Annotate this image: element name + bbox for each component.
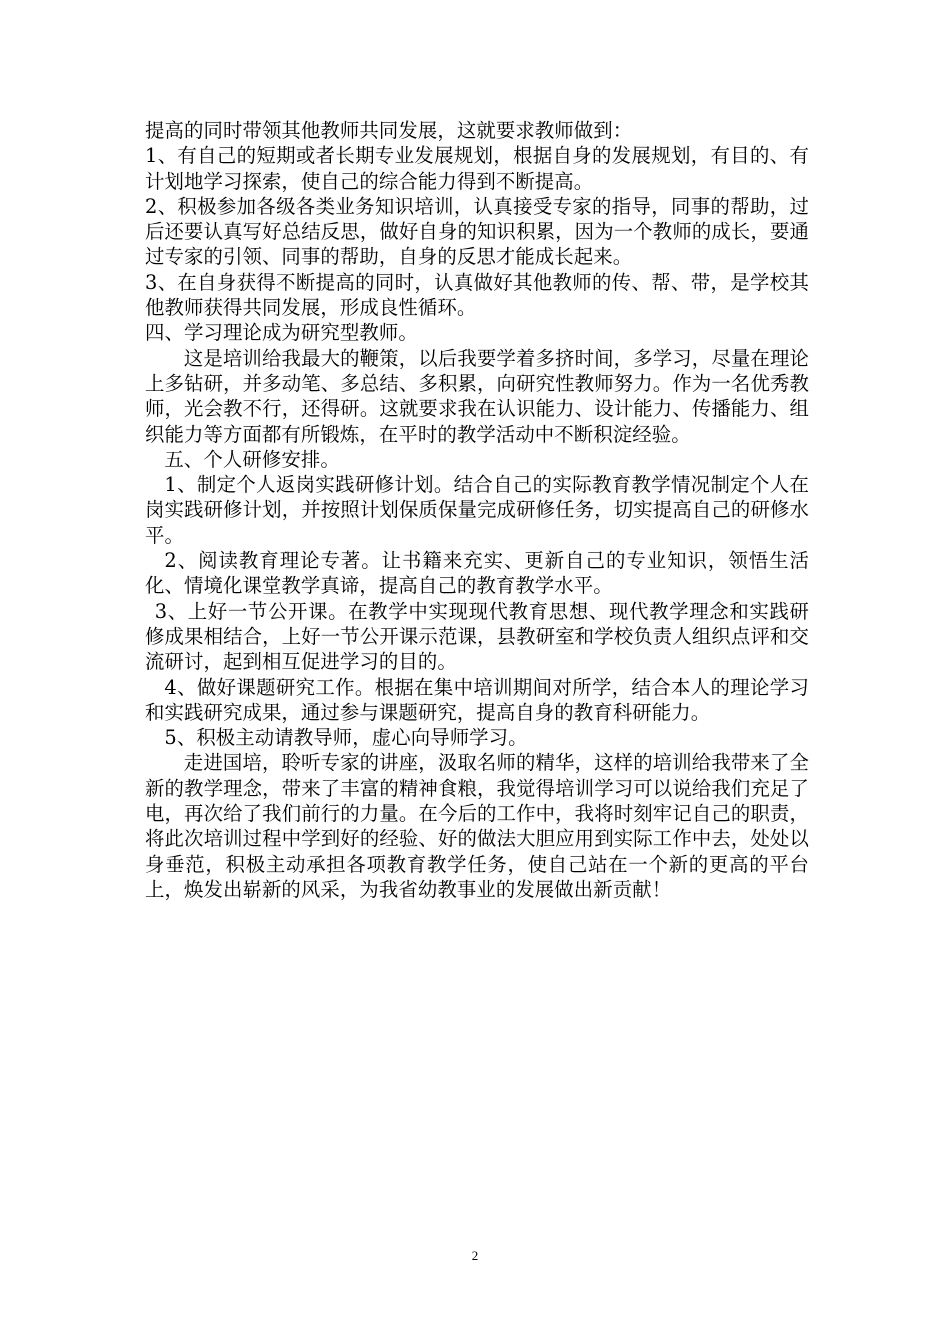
paragraph-plan-4: 4、做好课题研究工作。根据在集中培训期间对所学，结合本人的理论学习和实践研究成果，通过参与课题研究，提高自身的教育科研能力。	[145, 675, 809, 724]
document-body	[145, 118, 809, 902]
section-heading-5: 五、个人研修安排。	[164, 447, 340, 471]
page-number: 2	[471, 1248, 479, 1263]
paragraph-section-4-body: 这是培训给我最大的鞭策，以后我要学着多挤时间，多学习，尽量在理论上多钻研，并多动笔、多总结、多积累，向研究性教师努力。作为一名优秀教师，光会教不行，还得研。这就要求我在认识能力、设计能力、传播能力、组织能力等方面都有所锻炼，在平时的教学活动中不断积淀经验。	[145, 346, 809, 446]
paragraph-plan-1: 1、制定个人返岗实践研修计划。结合自己的实际教育教学情况制定个人在岗实践研修计划，并按照计划保质保量完成研修任务，切实提高自己的研修水平。	[145, 473, 809, 547]
paragraph-item-3: 3、在自身获得不断提高的同时，认真做好其他教师的传、帮、带，是学校其他教师获得共同发展，形成良性循环。	[145, 270, 809, 320]
paragraph-item-2: 2、积极参加各级各类业务知识培训，认真接受专家的指导，同事的帮助，过后还要认真写好总结反思，做好自身的知识积累，因为一个教师的成长，要通过专家的引领、同事的帮助，自身的反思才能成长起来。	[145, 194, 809, 269]
paragraph-item-1: 1、有自己的短期或者长期专业发展规划，根据自身的发展规划，有目的、有计划地学习探索，使自己的综合能力得到不断提高。	[145, 144, 809, 193]
paragraph-plan-3: 3、上好一节公开课。在教学中实现现代教育思想、现代教学理念和实践研修成果相结合，上好一节公开课示范课，县教研室和学校负责人组织点评和交流研讨，起到相互促进学习的目的。	[145, 599, 809, 674]
paragraph-intro: 提高的同时带领其他教师共同发展，这就要求教师做到：	[145, 119, 633, 142]
paragraph-plan-2: 2、阅读教育理论专著。让书籍来充实、更新自己的专业知识，领悟生活化、情境化课堂教学真谛，提高自己的教育教学水平。	[145, 549, 809, 598]
paragraph-plan-5: 5、积极主动请教导师，虚心向导师学习。	[164, 726, 528, 750]
paragraph-conclusion: 走进国培，聆听专家的讲座，汲取名师的精华，这样的培训给我带来了全新的教学理念，带来了丰富的精神食粮，我觉得培训学习可以说给我们充足了电，再次给了我们前行的力量。在今后的工作中，我将时刻牢记自己的职责，将此次培训过程中学到好的经验、好的做法大胆应用到实际工作中去，处处以身垂范，积极主动承担各项教育教学任务，使自己站在一个新的更高的平台上，焕发出崭新的风采，为我省幼教事业的发展做出新贡献！	[145, 751, 809, 901]
section-heading-4: 四、学习理论成为研究型教师。	[145, 321, 418, 345]
